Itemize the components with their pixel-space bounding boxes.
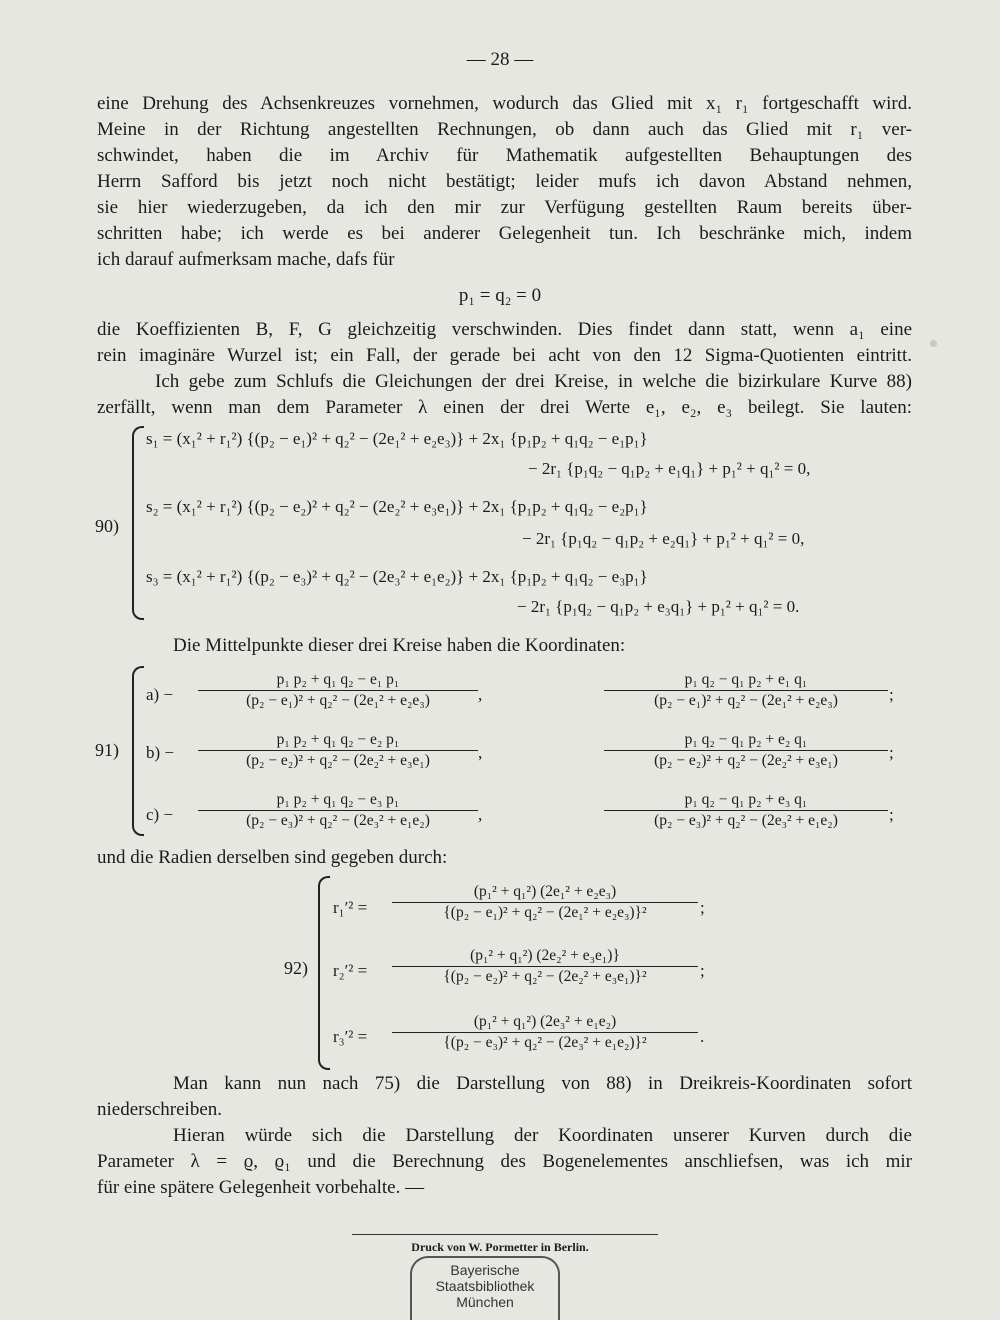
radius-lhs: r₃′² =	[333, 1027, 368, 1046]
footer-rule	[352, 1234, 658, 1235]
comma: ,	[478, 805, 483, 824]
equation-line: − 2r₁ {p₁q₂ − q₁p₂ + e₂q₁} + p₁² + q₁² = 0,	[522, 529, 805, 548]
numerator: (p₁² + q₁²) (2e₂² + e₃e₁)}	[392, 946, 698, 967]
denominator: (p₂ − e₁)² + q₂² − (2e₁² + e₂e₃)	[654, 692, 838, 709]
text-line: Hieran würde sich die Darstellung der Koordinaten unserer Kurven durch die	[173, 1125, 912, 1146]
fraction	[604, 670, 888, 711]
text-line: zerfällt, wenn man dem Parameter λ einen der drei Werte e₁, e₂, e₃ beilegt. Sie lauten:	[97, 397, 912, 418]
equation-brace	[318, 876, 330, 1070]
text-line: für eine spätere Gelegenheit vorbehalte. —	[97, 1177, 425, 1198]
equation-number-90: 90)	[95, 516, 119, 536]
stamp-line: Staatsbibliothek	[435, 1278, 535, 1294]
semicolon: ;	[889, 743, 894, 762]
denominator: (p₂ − e₃)² + q₂² − (2e₃² + e₁e₂)	[654, 812, 838, 829]
equation-brace	[132, 426, 144, 620]
text-line: Ich gebe zum Schlufs die Gleichungen der drei Kreise, in welche die bizirkulare Kurve 88)	[155, 371, 912, 392]
equation-line: s₁ = (x₁² + r₁²) {(p₂ − e₁)² + q₂² − (2e₁² + e₂e₃)} + 2x₁ {p₁p₂ + q₁q₂ − e₁p₁}	[146, 429, 648, 448]
denominator: (p₂ − e₂)² + q₂² − (2e₂² + e₃e₁)	[246, 752, 430, 769]
denominator: {(p₂ − e₁)² + q₂² − (2e₁² + e₂e₃)}²	[443, 904, 647, 921]
numerator: (p₁² + q₁²) (2e₃² + e₁e₂)	[392, 1012, 698, 1033]
fraction	[392, 882, 698, 923]
stamp-line: München	[456, 1294, 514, 1310]
text-line: Die Mittelpunkte dieser drei Kreise haben die Koordinaten:	[173, 635, 626, 656]
fraction	[198, 670, 478, 711]
row-end: .	[700, 1027, 705, 1046]
numerator: p₁ p₂ + q₁ q₂ − e₁ p₁	[198, 670, 478, 691]
numerator: p₁ p₂ + q₁ q₂ − e₃ p₁	[198, 790, 478, 811]
denominator: {(p₂ − e₃)² + q₂² − (2e₃² + e₁e₂)}²	[443, 1034, 647, 1051]
equation-line: − 2r₁ {p₁q₂ − q₁p₂ + e₃q₁} + p₁² + q₁² = 0.	[517, 597, 800, 616]
denominator: (p₂ − e₁)² + q₂² − (2e₁² + e₂e₃)	[246, 692, 430, 709]
fraction	[198, 730, 478, 771]
equation-line: s₃ = (x₁² + r₁²) {(p₂ − e₃)² + q₂² − (2e₃² + e₁e₂)} + 2x₁ {p₁p₂ + q₁q₂ − e₃p₁}	[146, 567, 648, 586]
stamp-line: Bayerische	[450, 1262, 520, 1278]
text-line: rein imaginäre Wurzel ist; ein Fall, der gerade bei acht von den 12 Sigma-Quotienten eintritt.	[97, 345, 912, 366]
row-label: a) −	[146, 685, 174, 704]
fraction	[392, 1012, 698, 1053]
text-line: sie hier wiederzugeben, da ich den mir zur Verfügung gestellten Raum bereits über-	[97, 197, 912, 218]
equation-brace	[132, 666, 144, 836]
radius-lhs: r₂′² =	[333, 961, 368, 980]
equation-number-91: 91)	[95, 740, 119, 760]
text-line: die Koeffizienten B, F, G gleichzeitig verschwinden. Dies findet dann statt, wenn a₁ eine	[97, 319, 912, 340]
text-line: eine Drehung des Achsenkreuzes vornehmen, wodurch das Glied mit x₁ r₁ fortgeschafft wird.	[97, 93, 912, 114]
comma: ,	[478, 685, 483, 704]
row-end: ;	[700, 961, 705, 980]
fraction	[604, 790, 888, 831]
text-line: Parameter λ = ϱ, ϱ₁ und die Berechnung des Bogenelementes anschliefsen, was ich mir	[97, 1151, 912, 1172]
radius-lhs: r₁′² =	[333, 898, 368, 917]
denominator: {(p₂ − e₂)² + q₂² − (2e₂² + e₃e₁)}²	[443, 968, 647, 985]
semicolon: ;	[889, 685, 894, 704]
numerator: p₁ q₂ − q₁ p₂ + e₂ q₁	[604, 730, 888, 751]
denominator: (p₂ − e₂)² + q₂² − (2e₂² + e₃e₁)	[654, 752, 838, 769]
equation-line: − 2r₁ {p₁q₂ − q₁p₂ + e₁q₁} + p₁² + q₁² = 0,	[528, 459, 811, 478]
numerator: p₁ p₂ + q₁ q₂ − e₂ p₁	[198, 730, 478, 751]
semicolon: ;	[889, 805, 894, 824]
text-line: ich darauf aufmerksam mache, dafs für	[97, 249, 395, 270]
equation-line: s₂ = (x₁² + r₁²) {(p₂ − e₂)² + q₂² − (2e₂² + e₃e₁)} + 2x₁ {p₁p₂ + q₁q₂ − e₂p₁}	[146, 497, 648, 516]
centered-equation: p₁ = q₂ = 0	[458, 285, 542, 306]
text-line: schwindet, haben die im Archiv für Mathematik aufgestellten Behauptungen des	[97, 145, 912, 166]
paper-spot	[930, 340, 937, 347]
numerator: p₁ q₂ − q₁ p₂ + e₁ q₁	[604, 670, 888, 691]
fraction	[604, 730, 888, 771]
row-label: b) −	[146, 743, 174, 762]
row-label: c) −	[146, 805, 174, 824]
numerator: p₁ q₂ − q₁ p₂ + e₃ q₁	[604, 790, 888, 811]
numerator: (p₁² + q₁²) (2e₁² + e₂e₃)	[392, 882, 698, 903]
denominator: (p₂ − e₃)² + q₂² − (2e₃² + e₁e₂)	[246, 812, 430, 829]
library-stamp	[410, 1256, 560, 1320]
row-end: ;	[700, 898, 705, 917]
text-line: und die Radien derselben sind gegeben durch:	[97, 847, 448, 868]
fraction	[392, 946, 698, 987]
fraction	[198, 790, 478, 831]
printer-imprint: Druck von W. Pormetter in Berlin.	[411, 1240, 589, 1254]
text-line: Meine in der Richtung angestellten Rechnungen, ob dann auch das Glied mit r₁ ver-	[97, 119, 912, 140]
text-line: Man kann nun nach 75) die Darstellung von 88) in Dreikreis-Koordinaten sofort	[173, 1073, 912, 1094]
text-line: niederschreiben.	[97, 1099, 223, 1120]
text-line: Herrn Safford bis jetzt noch nicht bestätigt; leider mufs ich davon Abstand nehmen,	[97, 171, 912, 192]
page-number: — 28 —	[466, 49, 534, 70]
comma: ,	[478, 743, 483, 762]
equation-number-92: 92)	[284, 958, 308, 978]
text-line: schritten habe; ich werde es bei anderer Gelegenheit tun. Ich beschränke mich, indem	[97, 223, 912, 244]
